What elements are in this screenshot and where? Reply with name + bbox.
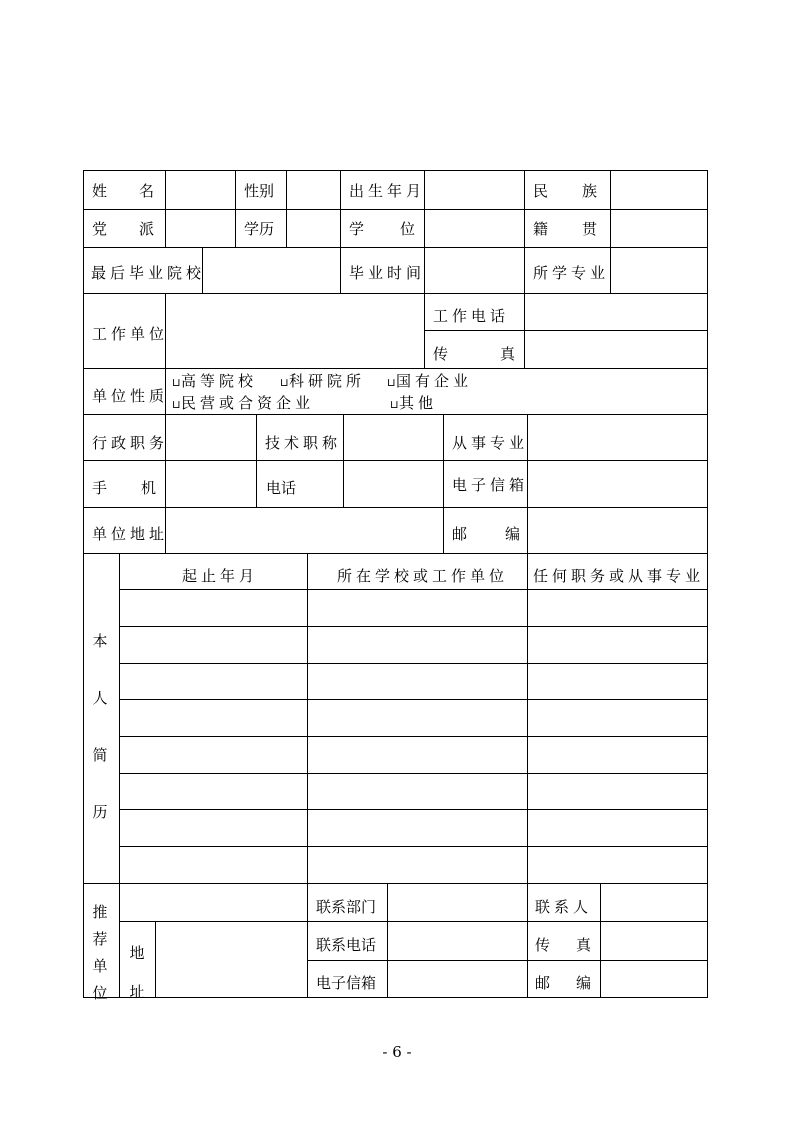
option-state-owned[interactable]: ⊔国有企业 bbox=[387, 372, 473, 390]
checkbox-icon[interactable]: ⊔ bbox=[390, 398, 403, 411]
checkbox-icon[interactable]: ⊔ bbox=[387, 376, 400, 389]
mobile-label: 手 机 bbox=[92, 479, 156, 497]
recommend-address-label: 地 址 bbox=[129, 944, 145, 1001]
col-period-header: 起止年月 bbox=[182, 567, 259, 585]
option-university[interactable]: ⊔高等院校 bbox=[172, 372, 258, 390]
birth-date-label: 出生年月 bbox=[349, 182, 426, 200]
checkbox-icon[interactable]: ⊔ bbox=[280, 376, 293, 389]
contact-person-label: 联系人 bbox=[535, 898, 593, 916]
employer-label: 工作单位 bbox=[92, 325, 169, 343]
col-position-header: 任何职务或从事专业 bbox=[533, 567, 705, 585]
checkbox-icon[interactable]: ⊔ bbox=[172, 376, 185, 389]
gender-label: 性别 bbox=[244, 182, 275, 200]
unit-address-label: 单位地址 bbox=[92, 525, 169, 543]
party-label: 党 派 bbox=[92, 220, 154, 238]
page-number: - 6 - bbox=[382, 1043, 412, 1061]
major-label: 所学专业 bbox=[533, 264, 610, 282]
work-phone-label: 工作电话 bbox=[433, 307, 510, 325]
field-label: 从事专业 bbox=[452, 434, 529, 452]
admin-post-label: 行政职务 bbox=[92, 434, 169, 452]
option-private-jv[interactable]: ⊔民营或合资企业 bbox=[172, 394, 315, 412]
col-institution-header: 所在学校或工作单位 bbox=[337, 567, 509, 585]
last-school-label: 最后毕业院校 bbox=[91, 264, 206, 282]
degree-label: 学 位 bbox=[349, 220, 415, 238]
native-place-label: 籍 贯 bbox=[533, 220, 597, 238]
recommend-fax-label: 传 真 bbox=[535, 936, 591, 954]
ethnicity-label: 民 族 bbox=[533, 182, 597, 200]
contact-phone-label: 联系电话 bbox=[316, 936, 377, 954]
graduation-time-label: 毕业时间 bbox=[349, 264, 426, 282]
option-research-institute[interactable]: ⊔科研院所 bbox=[280, 372, 366, 390]
recommend-side-label: 推 荐 单 位 bbox=[92, 903, 108, 1002]
resume-side-label: 本 人 简 历 bbox=[92, 632, 108, 821]
postcode-label: 邮 编 bbox=[452, 525, 520, 543]
unit-nature-label: 单位性质 bbox=[92, 387, 169, 405]
phone-label: 电话 bbox=[266, 479, 297, 497]
fax-label: 传 真 bbox=[433, 345, 515, 363]
contact-dept-label: 联系部门 bbox=[316, 898, 377, 916]
checkbox-icon[interactable]: ⊔ bbox=[172, 398, 185, 411]
name-label: 姓 名 bbox=[92, 182, 154, 200]
option-other[interactable]: ⊔其他 bbox=[390, 394, 438, 412]
email-label: 电子信箱 bbox=[452, 476, 529, 494]
recommend-postcode-label: 邮 编 bbox=[535, 974, 591, 992]
recommend-email-label: 电子信箱 bbox=[316, 974, 377, 992]
education-label: 学历 bbox=[244, 220, 275, 238]
tech-title-label: 技术职称 bbox=[265, 434, 342, 452]
